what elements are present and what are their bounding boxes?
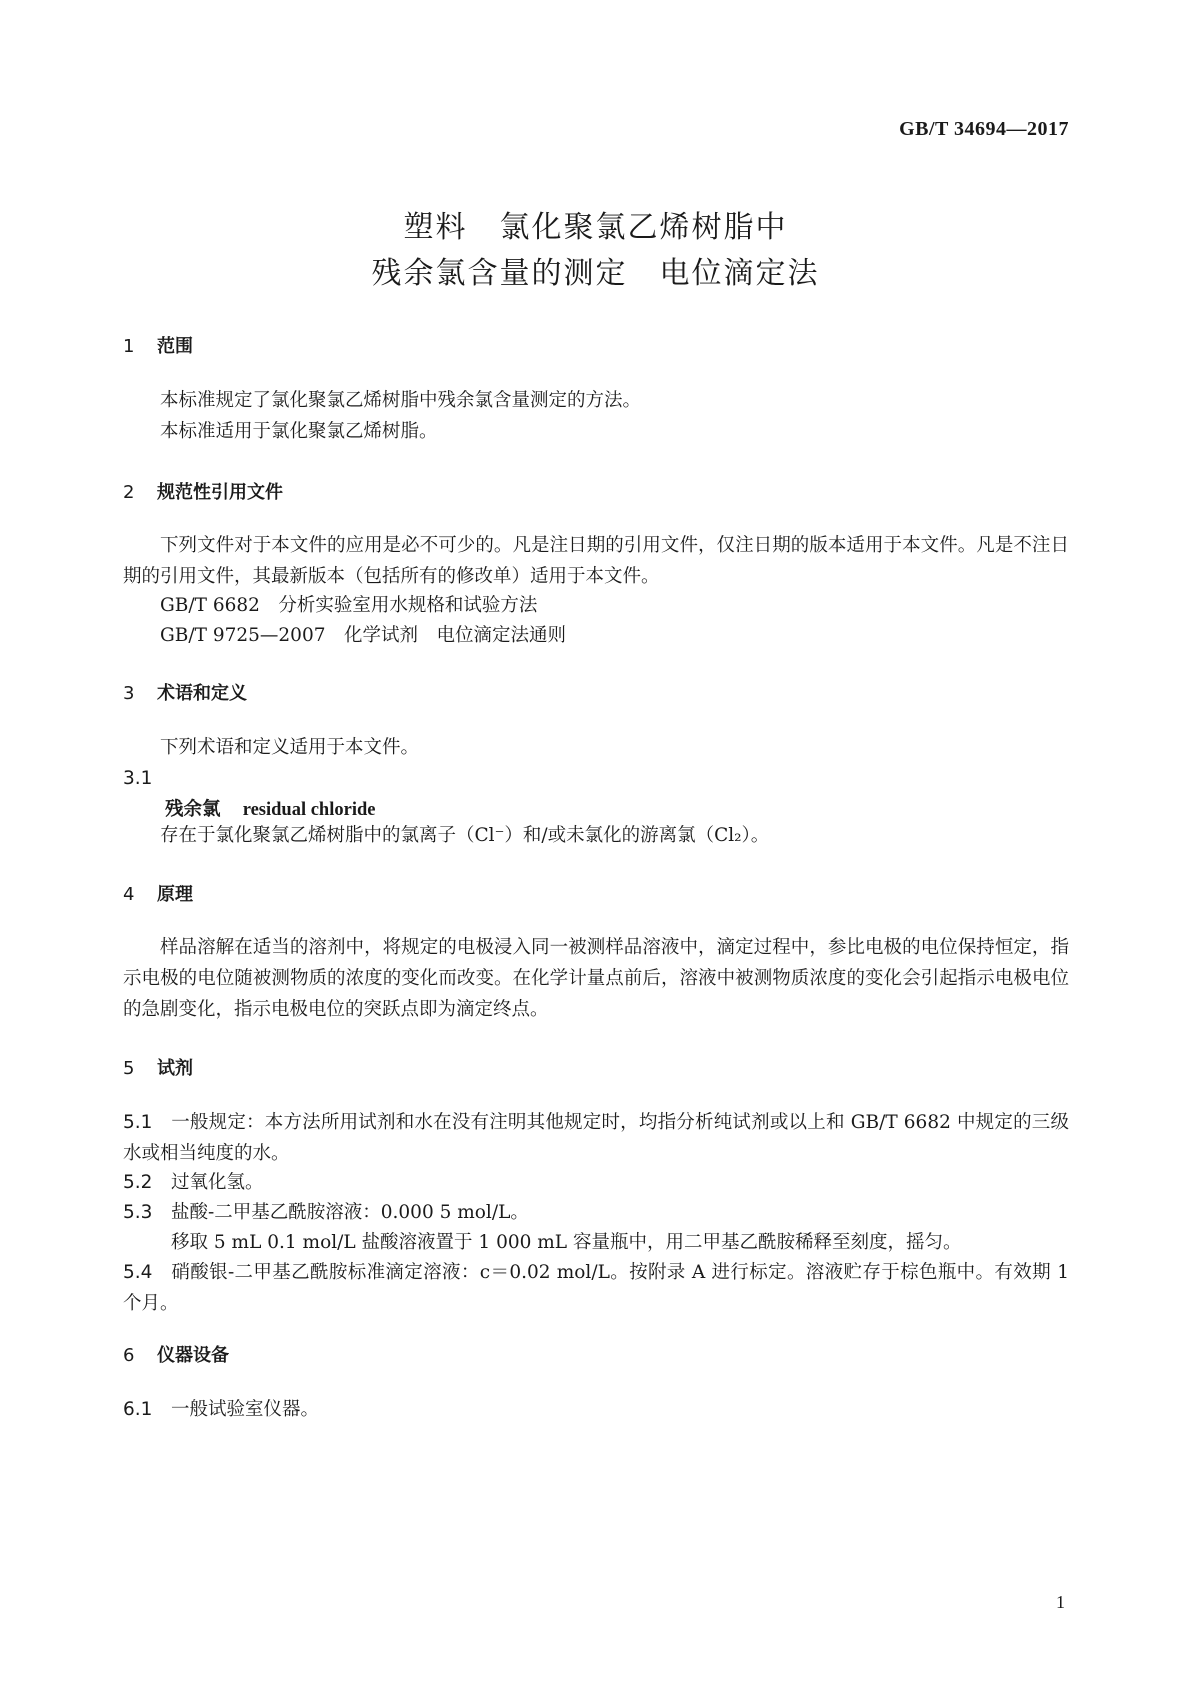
item-number: 6.1 <box>123 1399 153 1420</box>
document-title <box>0 205 1191 297</box>
item-text: 盐酸-二甲基乙酰胺溶液：0.000 5 mol/L。 <box>171 1202 529 1223</box>
item-number: 5.3 <box>123 1202 153 1223</box>
term-entry <box>165 795 375 821</box>
section-title: 试剂 <box>157 1058 193 1079</box>
item-text: 一般试验室仪器。 <box>171 1399 320 1420</box>
section-number: 1 <box>123 336 135 357</box>
section-number: 3 <box>123 683 135 704</box>
item-6-1 <box>123 1394 1069 1425</box>
term-definition: 存在于氯化聚氯乙烯树脂中的氯离子（Cl⁻）和/或未氯化的游离氯（Cl₂）。 <box>160 825 770 846</box>
term-english: residual chloride <box>242 800 376 820</box>
section-3-heading <box>123 679 247 705</box>
item-5-3 <box>123 1197 1069 1228</box>
item-text: 一般规定：本方法所用试剂和水在没有注明其他规定时，均指分析纯试剂或以上和 GB/T 6682 中规定的三级水或相当纯度的水。 <box>123 1112 1069 1164</box>
section-4-paragraph-1: 样品溶解在适当的溶剂中，将规定的电极浸入同一被测样品溶液中，滴定过程中，参比电极的电位保持恒定，指示电极的电位随被测物质的浓度的变化而改变。在化学计量点前后，溶液中被测物质浓度的变化会引起指示电极电位的急剧变化，指示电极电位的突跃点即为滴定终点。 <box>123 937 1069 1020</box>
standard-code: GB/T 34694—2017 <box>899 118 1069 140</box>
item-text: 过氧化氢。 <box>171 1172 264 1193</box>
section-4-heading <box>123 880 193 906</box>
section-title: 术语和定义 <box>157 683 247 704</box>
section-title: 规范性引用文件 <box>157 482 283 503</box>
section-1-paragraph-1: 本标准规定了氯化聚氯乙烯树脂中残余氯含量测定的方法。 <box>160 390 642 411</box>
section-number: 6 <box>123 1345 135 1366</box>
reference-gbt-9725: GB/T 9725—2007 化学试剂 电位滴定法通则 <box>160 625 566 646</box>
item-5-2 <box>123 1167 1069 1198</box>
section-6-heading <box>123 1341 229 1367</box>
section-title: 仪器设备 <box>157 1345 229 1366</box>
title-line-1: 塑料 氯化聚氯乙烯树脂中 <box>403 210 788 245</box>
section-title: 范围 <box>157 336 193 357</box>
item-5-4 <box>123 1257 1069 1319</box>
reference-gbt-6682: GB/T 6682 分析实验室用水规格和试验方法 <box>160 595 538 616</box>
term-chinese: 残余氯 <box>165 799 221 820</box>
item-5-3-procedure: 移取 5 mL 0.1 mol/L 盐酸溶液置于 1 000 mL 容量瓶中，用二甲基乙酰胺稀释至刻度，摇匀。 <box>171 1232 962 1253</box>
term-number: 3.1 <box>123 768 153 789</box>
item-number: 5.4 <box>123 1262 153 1283</box>
section-3-paragraph-1: 下列术语和定义适用于本文件。 <box>160 737 420 758</box>
page-number: 1 <box>1056 1592 1065 1612</box>
title-line-2: 残余氯含量的测定 电位滴定法 <box>371 256 820 291</box>
section-title: 原理 <box>157 884 193 905</box>
section-number: 5 <box>123 1058 135 1079</box>
section-number: 2 <box>123 482 135 503</box>
section-number: 4 <box>123 884 135 905</box>
item-text: 硝酸银-二甲基乙酰胺标准滴定溶液：c＝0.02 mol/L。按附录 A 进行标定。溶液贮存于棕色瓶中。有效期 1 个月。 <box>123 1262 1069 1314</box>
item-5-1 <box>123 1107 1069 1169</box>
item-number: 5.1 <box>123 1112 153 1133</box>
section-2-paragraph-1: 下列文件对于本文件的应用是必不可少的。凡是注日期的引用文件，仅注日期的版本适用于本文件。凡是不注日期的引用文件，其最新版本（包括所有的修改单）适用于本文件。 <box>123 535 1069 587</box>
section-1-heading <box>123 332 193 358</box>
item-number: 5.2 <box>123 1172 153 1193</box>
section-5-heading <box>123 1054 193 1080</box>
section-1-paragraph-2: 本标准适用于氯化聚氯乙烯树脂。 <box>160 421 438 442</box>
section-2-heading <box>123 478 283 504</box>
